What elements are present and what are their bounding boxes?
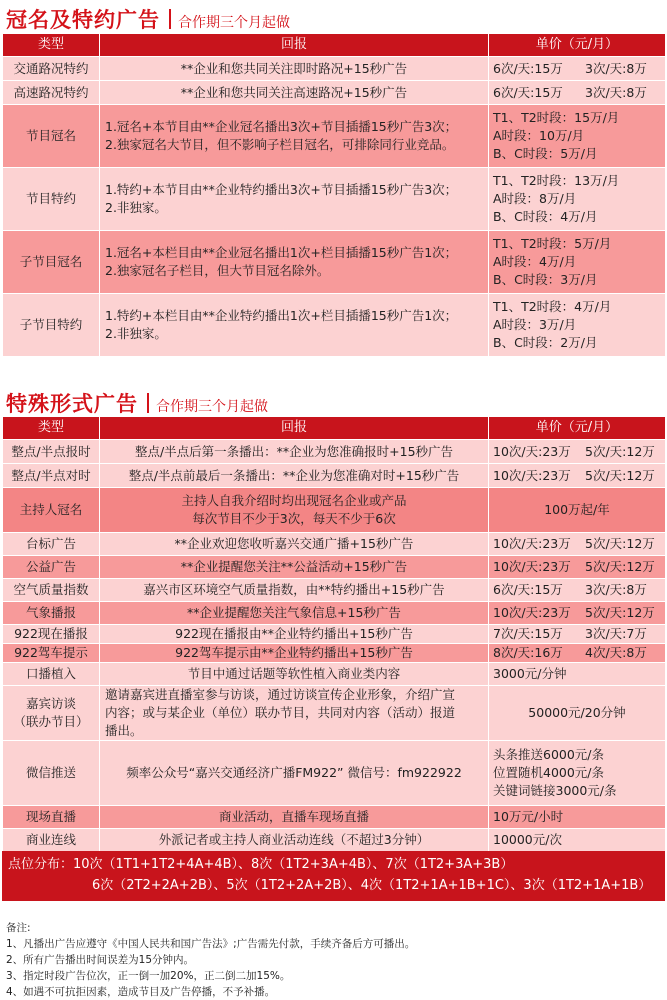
return-text: **企业提醒您关注**公益活动+15秒广告 — [180, 559, 408, 574]
return-text: **企业和您共同关注即时路况+15秒广告 — [180, 60, 408, 76]
notes-title: 备注: — [6, 922, 31, 934]
price-text: 10次/天:23万 — [493, 467, 571, 483]
col-header-type: 类型 — [3, 417, 100, 440]
table-row — [3, 464, 666, 488]
table-row — [3, 644, 666, 663]
price-text: A时段：10万/月 — [493, 128, 585, 143]
type-label: 台标广告 — [25, 536, 76, 551]
type-cell — [3, 231, 100, 294]
price-pair — [493, 84, 665, 102]
price-pair — [493, 644, 665, 662]
title-divider — [147, 393, 149, 413]
price-text: 10次/天:23万 — [493, 605, 571, 620]
return-text: 频率公众号“嘉兴交通经济广播FM922” 微信号：fm922922 — [126, 765, 462, 780]
note-item: 2、所有广告播出时间误差为15分钟内。 — [6, 954, 195, 966]
type-label: 空气质量指数 — [13, 582, 89, 597]
price-text: 10次/天:23万 — [493, 443, 571, 459]
price-text: 4次/天:8万 — [585, 645, 647, 660]
price-text: 3次/天:8万 — [585, 582, 647, 597]
type-cell — [3, 57, 100, 81]
return-text: **企业和您共同关注高速路况+15秒广告 — [180, 84, 408, 100]
price-cell — [489, 168, 666, 231]
price-pair — [493, 467, 665, 485]
return-cell — [100, 488, 489, 533]
price-text: 5次/天:12万 — [585, 559, 655, 574]
type-cell — [3, 105, 100, 168]
price-cell — [489, 602, 666, 625]
price-cell — [489, 644, 666, 663]
price-cell — [489, 663, 666, 686]
return-cell — [100, 686, 489, 741]
return-text: 整点/半点前最后一条播出：**企业为您准确对时+15秒广告 — [128, 467, 460, 483]
return-cell — [100, 168, 489, 231]
price-cell — [489, 488, 666, 533]
price-text: 3次/天:7万 — [585, 626, 647, 641]
type-cell — [3, 663, 100, 686]
price-cell — [489, 105, 666, 168]
title-divider — [169, 9, 171, 29]
distribution-line-2: 6次（2T2+2A+2B）、5次（1T2+2A+2B）、4次（1T2+1A+1B+1C）、3次（1T2+1A+1B） — [92, 878, 652, 893]
type-label: 口播植入 — [25, 666, 76, 681]
price-text: A时段：3万/月 — [493, 317, 577, 332]
return-text: 商业活动，直播车现场直播 — [218, 809, 369, 824]
price-pair — [493, 558, 665, 576]
price-text: 10万元/小时 — [493, 809, 564, 824]
type-label: 嘉宾访谈 — [25, 696, 76, 711]
price-text: 7次/天:15万 — [493, 626, 563, 641]
type-cell — [3, 488, 100, 533]
notes — [6, 920, 415, 1000]
table-row — [3, 57, 666, 81]
price-text: T1、T2时段：13万/月 — [493, 173, 620, 188]
price-cell — [489, 829, 666, 852]
price-cell — [489, 556, 666, 579]
price-text: A时段：8万/月 — [493, 191, 577, 206]
type-cell — [3, 294, 100, 357]
col-header-price: 单价（元/月） — [489, 34, 666, 57]
table-row — [3, 294, 666, 357]
return-cell — [100, 464, 489, 488]
price-text: 5次/天:12万 — [585, 605, 655, 620]
distribution-line-1: 点位分布：10次（1T1+1T2+4A+4B）、8次（1T2+3A+4B）、7次（1T2+3A+3B） — [8, 857, 514, 872]
type-cell — [3, 168, 100, 231]
return-text: 1.冠名+本栏目由**企业冠名播出1次+栏目插播15秒广告1次； — [105, 245, 458, 260]
return-text: 外派记者或主持人商业活动连线（不超过3分钟） — [158, 832, 430, 847]
type-cell — [3, 625, 100, 644]
return-text: 主持人自我介绍时均出现冠名企业或产品 — [181, 493, 407, 508]
type-label: 交通路况特约 — [13, 60, 89, 76]
type-label: 整点/半点对时 — [11, 467, 91, 483]
price-text: 8次/天:16万 — [493, 645, 563, 660]
section2-title: 特殊形式广告 — [6, 392, 138, 416]
special-ads-table — [2, 416, 666, 852]
table-row — [3, 741, 666, 806]
type-cell — [3, 81, 100, 105]
price-text: 关键词链接3000元/条 — [493, 783, 617, 798]
type-label: 节目特约 — [25, 191, 76, 206]
price-cell — [489, 440, 666, 464]
price-text: 100万起/年 — [544, 502, 610, 517]
price-text: T1、T2时段：5万/月 — [493, 236, 612, 251]
return-text: 1.冠名+本节目由**企业冠名播出3次+节目插播15秒广告3次； — [105, 119, 458, 134]
price-text: 10000元/次 — [493, 832, 562, 847]
price-text: 5次/天:12万 — [585, 536, 655, 551]
table-row — [3, 440, 666, 464]
return-text: 邀请嘉宾进直播室参与访谈，通过访谈宣传企业形象，介绍广宣 — [105, 687, 456, 702]
price-text: 10次/天:23万 — [493, 536, 571, 551]
table-row — [3, 105, 666, 168]
price-pair — [493, 625, 665, 643]
price-pair — [493, 443, 665, 461]
return-text: 2.独家冠名子栏目，但大节目冠名除外。 — [105, 263, 330, 278]
type-cell — [3, 741, 100, 806]
type-label: 高速路况特约 — [13, 84, 89, 100]
col-header-type: 类型 — [3, 34, 100, 57]
type-label: 子节目冠名 — [19, 254, 83, 269]
return-cell — [100, 533, 489, 556]
return-text: 内容；或与某企业（单位）联办节目，共同对内容（活动）报道 — [105, 705, 456, 720]
price-text: 10次/天:23万 — [493, 559, 571, 574]
type-label: 922现在播报 — [14, 626, 88, 641]
slot-distribution — [2, 851, 665, 901]
price-text: A时段：4万/月 — [493, 254, 577, 269]
return-cell — [100, 294, 489, 357]
price-cell — [489, 741, 666, 806]
price-cell — [489, 57, 666, 81]
return-text: 2.非独家。 — [105, 326, 167, 341]
return-cell — [100, 579, 489, 602]
type-label: 主持人冠名 — [19, 502, 83, 517]
section2-subtitle: 合作期三个月起做 — [156, 399, 268, 415]
type-label-sub: （联办节目） — [13, 714, 89, 729]
table-row — [3, 556, 666, 579]
return-text: 922现在播报由**企业特约播出+15秒广告 — [175, 626, 413, 641]
type-cell — [3, 686, 100, 741]
price-text: 3次/天:8万 — [585, 60, 647, 76]
return-cell — [100, 663, 489, 686]
return-cell — [100, 625, 489, 644]
type-cell — [3, 644, 100, 663]
section1-title: 冠名及特约广告 — [6, 8, 160, 32]
return-text: 2.非独家。 — [105, 200, 167, 215]
price-text: 6次/天:15万 — [493, 582, 563, 597]
col-header-return: 回报 — [100, 34, 489, 57]
type-cell — [3, 533, 100, 556]
col-header-price: 单价（元/月） — [489, 417, 666, 440]
return-cell — [100, 81, 489, 105]
note-item: 3、指定时段广告位次，正一倒一加20%，正二倒二加15%。 — [6, 970, 291, 982]
note-item: 4、如遇不可抗拒因素，造成节目及广告停播，不予补播。 — [6, 986, 276, 998]
price-text: 50000元/20分钟 — [528, 705, 626, 720]
price-text: 3000元/分钟 — [493, 666, 567, 681]
type-label: 整点/半点报时 — [11, 443, 91, 459]
price-text: 头条推送6000元/条 — [493, 747, 605, 762]
type-label: 922驾车提示 — [14, 645, 88, 660]
return-text: 节目中通过话题等软性植入商业类内容 — [187, 666, 401, 681]
table-row — [3, 625, 666, 644]
return-cell — [100, 602, 489, 625]
price-cell — [489, 464, 666, 488]
type-label: 现场直播 — [25, 809, 76, 824]
table-row — [3, 686, 666, 741]
note-item: 1、凡播出广告应遵守《中国人民共和国广告法》;广告需先付款，手续齐备后方可播出。 — [6, 938, 416, 950]
price-cell — [489, 231, 666, 294]
section2-header — [6, 388, 268, 418]
return-text: **企业欢迎您收听嘉兴交通广播+15秒广告 — [174, 536, 414, 551]
table-row — [3, 231, 666, 294]
price-pair — [493, 581, 665, 599]
table-row — [3, 81, 666, 105]
price-text: B、C时段：2万/月 — [493, 335, 598, 350]
price-text: 5次/天:12万 — [585, 467, 655, 483]
table-row — [3, 488, 666, 533]
type-cell — [3, 556, 100, 579]
table-row — [3, 602, 666, 625]
type-cell — [3, 602, 100, 625]
return-cell — [100, 806, 489, 829]
table-row — [3, 663, 666, 686]
price-text: 6次/天:15万 — [493, 84, 563, 100]
price-pair — [493, 604, 665, 622]
return-text: 922驾车提示由**企业特约播出+15秒广告 — [175, 645, 413, 660]
price-text: T1、T2时段：15万/月 — [493, 110, 620, 125]
return-cell — [100, 644, 489, 663]
price-text: B、C时段：5万/月 — [493, 146, 598, 161]
sponsorship-table — [2, 33, 666, 357]
return-cell — [100, 57, 489, 81]
type-label: 子节目特约 — [19, 317, 83, 332]
price-cell — [489, 579, 666, 602]
type-label: 商业连线 — [25, 832, 76, 847]
type-cell — [3, 806, 100, 829]
price-cell — [489, 686, 666, 741]
type-cell — [3, 579, 100, 602]
type-label: 公益广告 — [25, 559, 76, 574]
table-row — [3, 806, 666, 829]
price-cell — [489, 806, 666, 829]
price-cell — [489, 294, 666, 357]
return-text: 整点/半点后第一条播出：**企业为您准确报时+15秒广告 — [134, 443, 454, 459]
return-text: 播出。 — [105, 723, 143, 738]
price-text: B、C时段：4万/月 — [493, 209, 598, 224]
section1-header — [6, 4, 290, 34]
price-text: 3次/天:8万 — [585, 84, 647, 100]
price-cell — [489, 533, 666, 556]
return-cell — [100, 741, 489, 806]
type-label: 气象播报 — [25, 605, 76, 620]
return-cell — [100, 440, 489, 464]
return-text: 2.独家冠名大节目，但不影响子栏目冠名，可排除同行业竞品。 — [105, 137, 455, 152]
return-cell — [100, 105, 489, 168]
price-pair — [493, 535, 665, 553]
table-row — [3, 533, 666, 556]
price-text: B、C时段：3万/月 — [493, 272, 598, 287]
return-cell — [100, 556, 489, 579]
return-text: **企业提醒您关注气象信息+15秒广告 — [187, 605, 401, 620]
return-text: 每次节目不少于3次，每天不少于6次 — [192, 511, 396, 526]
type-label: 节目冠名 — [25, 128, 76, 143]
type-label: 微信推送 — [25, 765, 76, 780]
type-cell — [3, 440, 100, 464]
table-row — [3, 579, 666, 602]
price-text: T1、T2时段：4万/月 — [493, 299, 612, 314]
table-row — [3, 829, 666, 852]
price-text: 5次/天:12万 — [585, 443, 655, 459]
return-text: 嘉兴市区环境空气质量指数，由**特约播出+15秒广告 — [143, 582, 445, 597]
return-cell — [100, 231, 489, 294]
return-text: 1.特约+本栏目由**企业特约播出1次+栏目插播15秒广告1次； — [105, 308, 458, 323]
return-cell — [100, 829, 489, 852]
type-cell — [3, 464, 100, 488]
price-pair — [493, 60, 665, 78]
section1-subtitle: 合作期三个月起做 — [178, 15, 290, 31]
table-row — [3, 168, 666, 231]
price-text: 位置随机4000元/条 — [493, 765, 605, 780]
price-cell — [489, 81, 666, 105]
return-text: 1.特约+本节目由**企业特约播出3次+节目插播15秒广告3次； — [105, 182, 458, 197]
type-cell — [3, 829, 100, 852]
price-text: 6次/天:15万 — [493, 60, 563, 76]
price-cell — [489, 625, 666, 644]
col-header-return: 回报 — [100, 417, 489, 440]
